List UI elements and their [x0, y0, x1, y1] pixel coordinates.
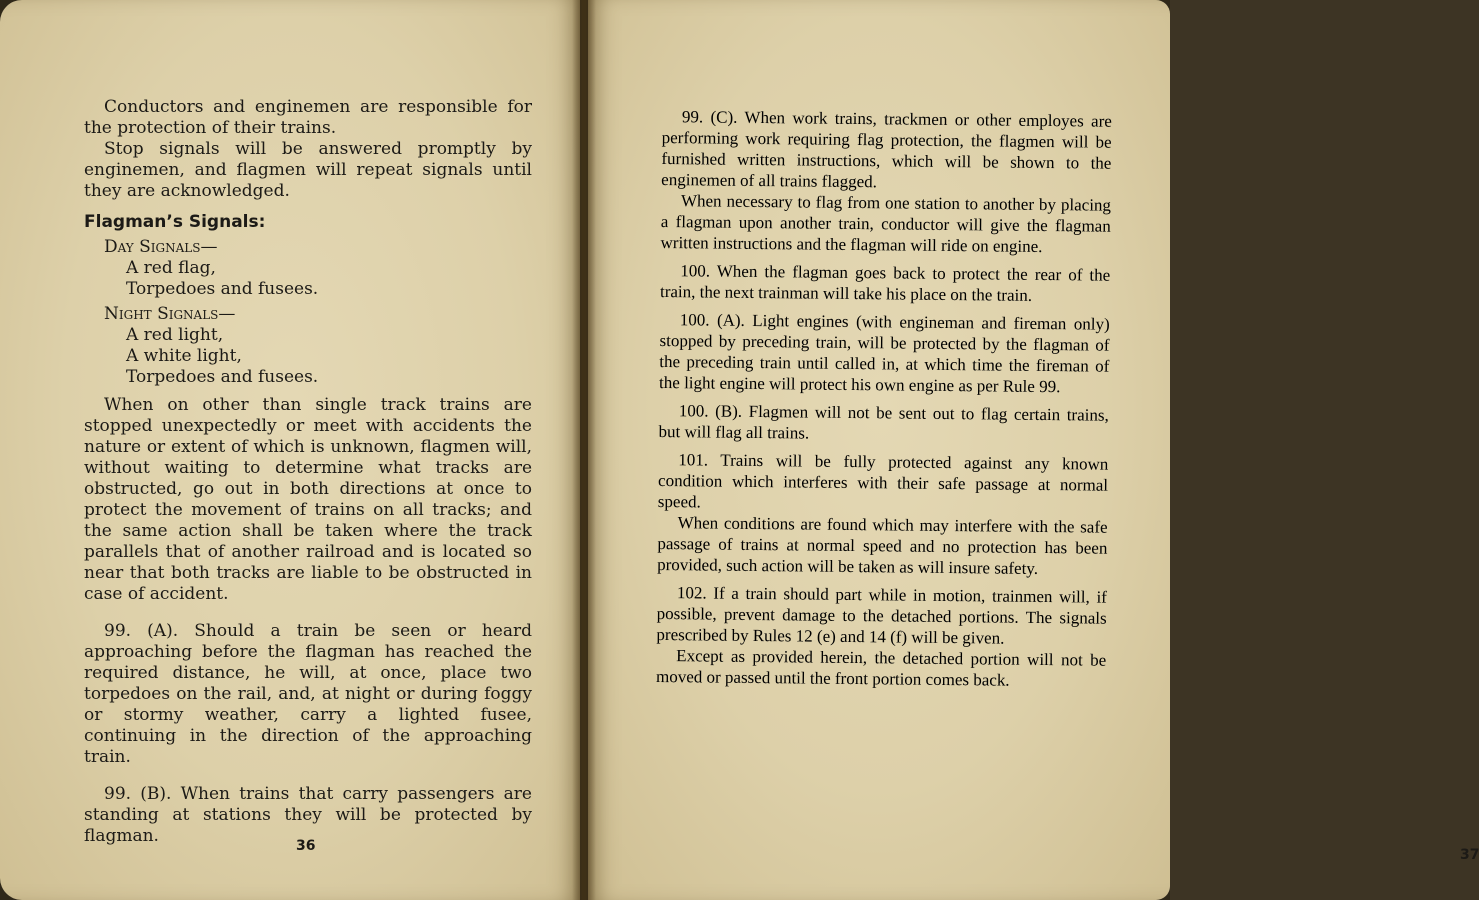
page-number-right: 37 [1460, 847, 1479, 863]
paragraph-rule-101: 101. Trains will be fully protected against any known condition which interferes with their safe passage at normal speed. [657, 450, 1109, 512]
paragraph-detached-portion: Except as provided herein, the detached portion will not be moved or passed until the front portion comes back. [655, 646, 1107, 690]
paragraph-rule-100: 100. When the flagman goes back to protect the rear of the train, the next trainman will take his place on the train. [659, 261, 1111, 305]
page-number-left: 36 [296, 838, 316, 854]
paragraph-flag-station: When necessary to flag from one station to another by placing a flagman upon another train, conductor will give the flagman written instructions and the flagman will ride on engine. [660, 191, 1112, 256]
paragraph-rule-99a: 99. (A). Should a train be seen or heard approaching before the flagman has reached the required distance, he will, at once, place two torpedoes on the rail, and, at night or during foggy or stormy weather, carry a lighted fusee, continuing in the direction of the approaching train. [84, 621, 532, 767]
flagman-signals-heading: Flagman’s Signals: [84, 212, 266, 232]
paragraph-accidents: When on other than single track trains are stopped unexpectedly or meet with accidents the nature or extent of which is unknown, flagmen will, without waiting to determine what tracks are obstructed, go out in both directions at once to protect the movement of trains on all tracks; and the same action shall be taken where the track parallels that of another railroad and is located so near that both tracks are liable to be obstructed in case of accident. [84, 395, 532, 604]
paragraph-conditions: When conditions are found which may interfere with the safe passage of trains at normal speed and no protection has been provided, such action will be taken as will insure safety. [657, 513, 1108, 578]
left-page [0, 0, 580, 900]
left-page-text [84, 97, 532, 847]
night-signal-item: A white light, [126, 346, 242, 366]
day-signal-item: Torpedoes and fusees. [126, 279, 319, 299]
day-signals-title: Day Signals— [104, 237, 218, 257]
paragraph-rule-99c: 99. (C). When work trains, trackmen or other employes are performing work requiring flag protection, the flagmen will be furnished written instructions, which will be shown to the enginemen of all trains flagged. [661, 107, 1112, 192]
night-signal-item: Torpedoes and fusees. [126, 367, 319, 387]
right-page-text [656, 106, 1112, 692]
book-gutter [572, 0, 596, 900]
paragraph-rule-99b: 99. (B). When trains that carry passengers are standing at stations they will be protected by flagman. [84, 784, 532, 846]
night-signals-title: Night Signals— [104, 304, 236, 324]
night-signal-item: A red light, [126, 325, 224, 345]
paragraph-rule-100b: 100. (B). Flagmen will not be sent out to flag certain trains, but will flag all trains. [658, 401, 1109, 443]
paragraph-rule-100a: 100. (A). Light engines (with engineman and fireman only) stopped by preceding train, will be protected by the flagman of the preceding train until called in, at which time the fireman of the light engine will protect his own engine as per Rule 99. [659, 310, 1110, 397]
day-signal-item: A red flag, [126, 258, 216, 278]
paragraph-rule-102: 102. If a train should part while in motion, trainmen will, if possible, prevent damage to the detached portions. The signals prescribed by Rules 12 (e) and 14 (f) will be given. [656, 583, 1107, 648]
paragraph-stop-signals: Stop signals will be answered promptly by enginemen, and flagmen will repeat signals until they are acknowledged. [84, 139, 532, 201]
paragraph-responsibility: Conductors and enginemen are responsible for the protection of their trains. [84, 97, 532, 138]
